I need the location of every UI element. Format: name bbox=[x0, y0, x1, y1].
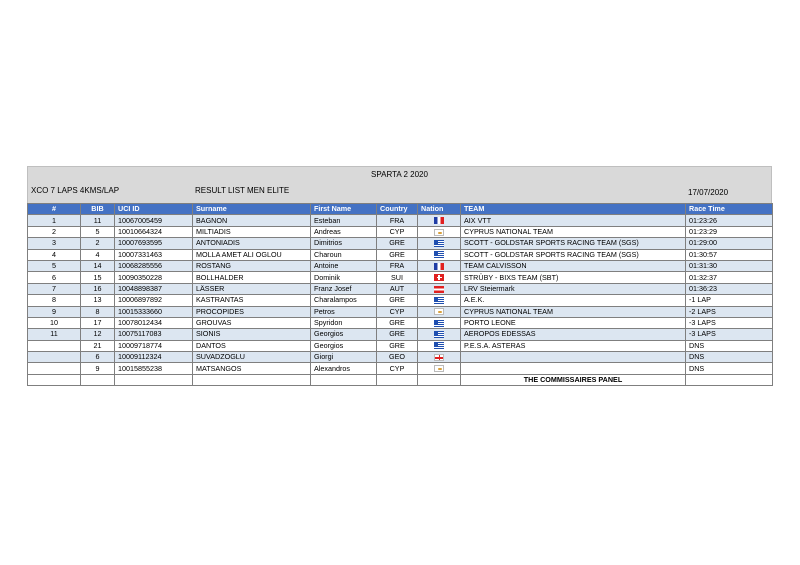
surname-cell: BAGNON bbox=[193, 215, 311, 226]
surname-cell: LÄSSER bbox=[193, 283, 311, 294]
country-cell: CYP bbox=[377, 306, 418, 317]
table-row bbox=[28, 352, 773, 363]
position-cell: 7 bbox=[28, 283, 81, 294]
first-name-cell: Andreas bbox=[311, 226, 377, 237]
nation-cell bbox=[418, 340, 461, 351]
race-time-cell: 01:30:57 bbox=[686, 249, 773, 260]
first-name-cell: Spyridon bbox=[311, 317, 377, 328]
bib-cell: 6 bbox=[81, 352, 115, 363]
race-time-cell: -3 LAPS bbox=[686, 317, 773, 328]
country-cell: GRE bbox=[377, 249, 418, 260]
nation-cell bbox=[418, 283, 461, 294]
gre-flag-icon bbox=[434, 331, 444, 338]
race-time-cell: DNS bbox=[686, 352, 773, 363]
race-time-cell: 01:23:26 bbox=[686, 215, 773, 226]
col-bib: BIB bbox=[81, 204, 115, 215]
position-cell: 3 bbox=[28, 238, 81, 249]
fra-flag-icon bbox=[434, 263, 444, 270]
race-time-cell: 01:36:23 bbox=[686, 283, 773, 294]
race-time-cell: DNS bbox=[686, 340, 773, 351]
position-cell: 5 bbox=[28, 260, 81, 271]
country-cell: GRE bbox=[377, 329, 418, 340]
uci-id-cell: 10009718774 bbox=[115, 340, 193, 351]
bib-cell: 8 bbox=[81, 306, 115, 317]
uci-id-cell: 10078012434 bbox=[115, 317, 193, 328]
race-time-cell: 01:32:37 bbox=[686, 272, 773, 283]
race-time-cell: -1 LAP bbox=[686, 295, 773, 306]
col-position: # bbox=[28, 204, 81, 215]
footer-row bbox=[28, 374, 773, 385]
bib-cell: 11 bbox=[81, 215, 115, 226]
first-name-cell: Charoun bbox=[311, 249, 377, 260]
commissaires-panel: THE COMMISSAIRES PANEL bbox=[461, 374, 686, 385]
team-cell: STRÜBY - BIXS TEAM (SBT) bbox=[461, 272, 686, 283]
position-cell bbox=[28, 363, 81, 374]
position-cell: 10 bbox=[28, 317, 81, 328]
team-cell: SCOTT - GOLDSTAR SPORTS RACING TEAM (SGS) bbox=[461, 249, 686, 260]
footer-blank bbox=[28, 374, 81, 385]
bib-cell: 13 bbox=[81, 295, 115, 306]
country-cell: GRE bbox=[377, 238, 418, 249]
first-name-cell: Dominik bbox=[311, 272, 377, 283]
team-cell: CYPRUS NATIONAL TEAM bbox=[461, 226, 686, 237]
race-time-cell: -3 LAPS bbox=[686, 329, 773, 340]
gre-flag-icon bbox=[434, 297, 444, 304]
col-race-time: Race Time bbox=[686, 204, 773, 215]
table-row bbox=[28, 363, 773, 374]
country-cell: GRE bbox=[377, 317, 418, 328]
country-cell: CYP bbox=[377, 363, 418, 374]
table-row bbox=[28, 283, 773, 294]
team-cell: P.E.S.A. ASTERAS bbox=[461, 340, 686, 351]
team-cell: AIX VTT bbox=[461, 215, 686, 226]
footer-blank bbox=[377, 374, 418, 385]
nation-cell bbox=[418, 215, 461, 226]
col-country: Country bbox=[377, 204, 418, 215]
team-cell bbox=[461, 363, 686, 374]
uci-id-cell: 10009112324 bbox=[115, 352, 193, 363]
col-surname: Surname bbox=[193, 204, 311, 215]
table-row bbox=[28, 272, 773, 283]
country-cell: SUI bbox=[377, 272, 418, 283]
col-nation: Nation bbox=[418, 204, 461, 215]
nation-cell bbox=[418, 249, 461, 260]
nation-cell bbox=[418, 272, 461, 283]
team-cell: SCOTT - GOLDSTAR SPORTS RACING TEAM (SGS) bbox=[461, 238, 686, 249]
surname-cell: KASTRANTAS bbox=[193, 295, 311, 306]
first-name-cell: Esteban bbox=[311, 215, 377, 226]
fra-flag-icon bbox=[434, 217, 444, 224]
first-name-cell: Petros bbox=[311, 306, 377, 317]
team-cell: A.E.K. bbox=[461, 295, 686, 306]
surname-cell: ANTONIADIS bbox=[193, 238, 311, 249]
table-row bbox=[28, 238, 773, 249]
team-cell bbox=[461, 352, 686, 363]
position-cell: 11 bbox=[28, 329, 81, 340]
col-uci-id: UCI ID bbox=[115, 204, 193, 215]
country-cell: CYP bbox=[377, 226, 418, 237]
team-cell: CYPRUS NATIONAL TEAM bbox=[461, 306, 686, 317]
cyp-flag-icon bbox=[434, 308, 444, 315]
footer-blank bbox=[81, 374, 115, 385]
gre-flag-icon bbox=[434, 251, 444, 258]
position-cell bbox=[28, 340, 81, 351]
country-cell: GRE bbox=[377, 295, 418, 306]
table-row bbox=[28, 215, 773, 226]
position-cell: 8 bbox=[28, 295, 81, 306]
position-cell: 6 bbox=[28, 272, 81, 283]
first-name-cell: Georgios bbox=[311, 340, 377, 351]
table-row bbox=[28, 306, 773, 317]
team-cell: PORTO LEONE bbox=[461, 317, 686, 328]
bib-cell: 15 bbox=[81, 272, 115, 283]
country-cell: FRA bbox=[377, 215, 418, 226]
nation-cell bbox=[418, 226, 461, 237]
col-first-name: First Name bbox=[311, 204, 377, 215]
uci-id-cell: 10067005459 bbox=[115, 215, 193, 226]
bib-cell: 4 bbox=[81, 249, 115, 260]
table-row bbox=[28, 329, 773, 340]
uci-id-cell: 10068285556 bbox=[115, 260, 193, 271]
country-cell: GEO bbox=[377, 352, 418, 363]
bib-cell: 2 bbox=[81, 238, 115, 249]
table-row bbox=[28, 340, 773, 351]
bib-cell: 17 bbox=[81, 317, 115, 328]
surname-cell: DANTOS bbox=[193, 340, 311, 351]
race-date: 17/07/2020 bbox=[688, 188, 729, 197]
geo-flag-icon bbox=[434, 354, 444, 361]
first-name-cell: Giorgi bbox=[311, 352, 377, 363]
uci-id-cell: 10075117083 bbox=[115, 329, 193, 340]
race-format: XCO 7 LAPS 4KMS/LAP bbox=[31, 186, 120, 195]
first-name-cell: Georgios bbox=[311, 329, 377, 340]
table-row bbox=[28, 317, 773, 328]
table-header-row bbox=[28, 204, 773, 215]
sheet-header bbox=[27, 166, 772, 203]
surname-cell: PROCOPIDES bbox=[193, 306, 311, 317]
table-row bbox=[28, 260, 773, 271]
sui-flag-icon bbox=[434, 274, 444, 281]
results-body bbox=[28, 215, 773, 374]
nation-cell bbox=[418, 317, 461, 328]
surname-cell: BOLLHALDER bbox=[193, 272, 311, 283]
nation-cell bbox=[418, 352, 461, 363]
first-name-cell: Antoine bbox=[311, 260, 377, 271]
nation-cell bbox=[418, 363, 461, 374]
uci-id-cell: 10006897892 bbox=[115, 295, 193, 306]
table-row bbox=[28, 295, 773, 306]
country-cell: GRE bbox=[377, 340, 418, 351]
footer-blank bbox=[311, 374, 377, 385]
uci-id-cell: 10007693595 bbox=[115, 238, 193, 249]
race-time-cell: 01:29:00 bbox=[686, 238, 773, 249]
surname-cell: MILTIADIS bbox=[193, 226, 311, 237]
nation-cell bbox=[418, 306, 461, 317]
uci-id-cell: 10015855238 bbox=[115, 363, 193, 374]
position-cell: 4 bbox=[28, 249, 81, 260]
bib-cell: 14 bbox=[81, 260, 115, 271]
surname-cell: ROSTANG bbox=[193, 260, 311, 271]
first-name-cell: Charalampos bbox=[311, 295, 377, 306]
surname-cell: MATSANGOS bbox=[193, 363, 311, 374]
first-name-cell: Dimitrios bbox=[311, 238, 377, 249]
race-time-cell: 01:31:30 bbox=[686, 260, 773, 271]
uci-id-cell: 10007331463 bbox=[115, 249, 193, 260]
team-cell: AEROPOS EDESSAS bbox=[461, 329, 686, 340]
surname-cell: SUVADZOGLU bbox=[193, 352, 311, 363]
first-name-cell: Alexandros bbox=[311, 363, 377, 374]
position-cell bbox=[28, 352, 81, 363]
nation-cell bbox=[418, 238, 461, 249]
bib-cell: 12 bbox=[81, 329, 115, 340]
race-time-cell: -2 LAPS bbox=[686, 306, 773, 317]
result-list-title: RESULT LIST MEN ELITE bbox=[195, 186, 290, 195]
nation-cell bbox=[418, 295, 461, 306]
surname-cell: MOLLA AMET ALI OGLOU bbox=[193, 249, 311, 260]
race-time-cell: DNS bbox=[686, 363, 773, 374]
race-time-cell: 01:23:29 bbox=[686, 226, 773, 237]
team-cell: LRV Steiermark bbox=[461, 283, 686, 294]
footer-blank bbox=[686, 374, 773, 385]
cyp-flag-icon bbox=[434, 365, 444, 372]
gre-flag-icon bbox=[434, 240, 444, 247]
table-row bbox=[28, 249, 773, 260]
results-sheet bbox=[27, 166, 772, 386]
event-title: SPARTA 2 2020 bbox=[371, 170, 428, 179]
aut-flag-icon bbox=[434, 286, 444, 293]
first-name-cell: Franz Josef bbox=[311, 283, 377, 294]
surname-cell: GROUVAS bbox=[193, 317, 311, 328]
position-cell: 9 bbox=[28, 306, 81, 317]
bib-cell: 9 bbox=[81, 363, 115, 374]
bib-cell: 16 bbox=[81, 283, 115, 294]
bib-cell: 5 bbox=[81, 226, 115, 237]
nation-cell bbox=[418, 260, 461, 271]
country-cell: FRA bbox=[377, 260, 418, 271]
nation-cell bbox=[418, 329, 461, 340]
uci-id-cell: 10015333660 bbox=[115, 306, 193, 317]
footer-blank bbox=[193, 374, 311, 385]
cyp-flag-icon bbox=[434, 229, 444, 236]
position-cell: 1 bbox=[28, 215, 81, 226]
col-team: TEAM bbox=[461, 204, 686, 215]
table-row bbox=[28, 226, 773, 237]
uci-id-cell: 10090350228 bbox=[115, 272, 193, 283]
gre-flag-icon bbox=[434, 342, 444, 349]
bib-cell: 21 bbox=[81, 340, 115, 351]
results-table bbox=[27, 203, 773, 386]
uci-id-cell: 10048898387 bbox=[115, 283, 193, 294]
country-cell: AUT bbox=[377, 283, 418, 294]
uci-id-cell: 10010664324 bbox=[115, 226, 193, 237]
gre-flag-icon bbox=[434, 320, 444, 327]
surname-cell: SIONIS bbox=[193, 329, 311, 340]
footer-blank bbox=[418, 374, 461, 385]
footer-blank bbox=[115, 374, 193, 385]
position-cell: 2 bbox=[28, 226, 81, 237]
team-cell: TEAM CALVISSON bbox=[461, 260, 686, 271]
